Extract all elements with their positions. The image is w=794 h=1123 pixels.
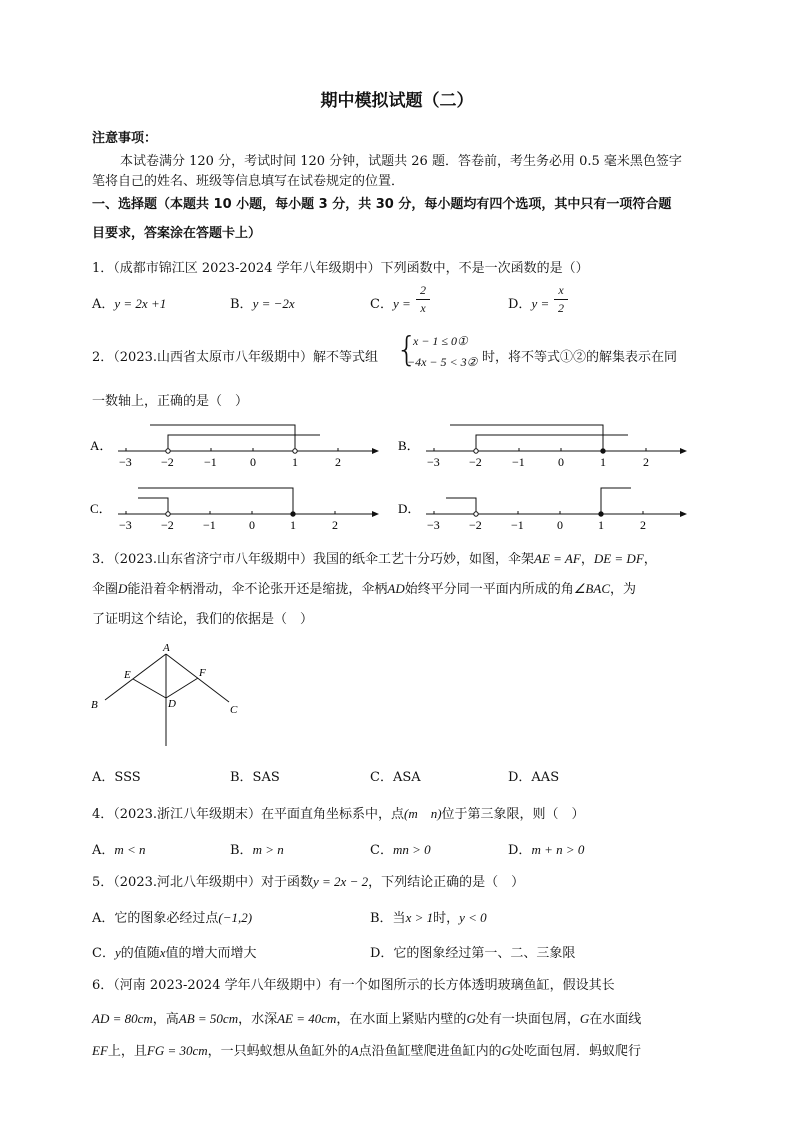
option-expression: mn > 0	[392, 842, 431, 857]
q3-text: 伞圈	[92, 582, 119, 597]
q6-fg: FG = 30cm	[146, 1043, 208, 1058]
q1-c-numerator: 2	[420, 283, 426, 297]
q6-text: ，水深	[238, 1012, 278, 1027]
tick-label: −3	[119, 518, 132, 532]
q1-d-fraction-bar	[554, 299, 568, 300]
q5-b-text: 时，	[433, 911, 460, 926]
q1-b-expression: y = −2x	[252, 296, 295, 311]
q1-option-b	[230, 293, 295, 312]
q1-d-numerator: x	[558, 283, 564, 297]
q5-option-c	[92, 942, 257, 961]
q3-text: 3．（2023.山东省济宁市八年级期中）我国的纸伞工艺十分巧妙，如图，伞架	[92, 552, 534, 567]
q1-c-lhs: y =	[392, 296, 411, 311]
option-label: A．	[90, 438, 113, 453]
q4-point: (m n)	[404, 806, 442, 821]
q3-umbrella-figure	[88, 640, 248, 750]
option-label: A．	[92, 843, 115, 858]
segment-fd	[166, 678, 198, 698]
q6-ef: EF	[92, 1043, 108, 1058]
q3-option-b: B．SAS	[230, 770, 280, 785]
tick-label: 1	[290, 518, 296, 532]
q5-c-text: C．	[92, 946, 115, 961]
q6-text: 上，且	[107, 1044, 147, 1059]
q6-var-g: G	[579, 1011, 590, 1026]
q1-d-lhs: y =	[531, 296, 550, 311]
notice-line-2: 笔将自己的姓名、班级等信息填写在试卷规定的位置．	[92, 174, 405, 189]
q3-condition-1: AE = AF	[534, 551, 581, 566]
q4-stem	[92, 803, 585, 822]
option-label: B．	[398, 438, 420, 453]
q6-text: ，在水面上紧贴内壁的	[336, 1012, 467, 1027]
q5-c-var-y: y	[114, 945, 121, 960]
q6-var-g: G	[501, 1043, 512, 1058]
q5-function: y = 2x − 2	[313, 874, 369, 889]
q4-option-d	[508, 839, 584, 858]
tick-label: −2	[161, 455, 174, 469]
q3-var-ad: AD	[387, 581, 405, 596]
option-label: D．	[398, 501, 421, 516]
section-heading-line-2: 目要求，答案涂在答题卡上）	[92, 226, 262, 241]
q2-option-b-number-line	[398, 418, 688, 470]
label-c: C	[230, 704, 238, 716]
q6-line-3	[92, 1040, 641, 1059]
tick-label: −1	[511, 518, 524, 532]
option-label: C．	[90, 501, 112, 516]
q6-text: 在水面线	[589, 1012, 642, 1027]
q2-stem-pre: 2．（2023.山西省太原市八年级期中）解不等式组	[92, 350, 378, 365]
option-label: C．	[370, 297, 393, 312]
q5-b-result: y < 0	[459, 910, 487, 925]
q6-ab: AB = 50cm	[178, 1011, 239, 1026]
notice-line-1: 本试卷满分 120 分，考试时间 120 分钟，试题共 26 题．答卷前，考生务必用 0.5 毫米黑色签字	[120, 154, 682, 169]
tick-label: 0	[250, 455, 256, 469]
q5-b-condition: x > 1	[405, 910, 434, 925]
q4-option-b	[230, 839, 284, 858]
q3-angle: ∠BAC	[573, 581, 610, 596]
tick-label: 2	[640, 518, 646, 532]
q1-stem: 1．（成都市锦江区 2023-2024 学年八年级期中）下列函数中，不是一次函数的是（）	[92, 261, 589, 276]
q2-stem-line-2: 一数轴上，正确的是（ ）	[92, 394, 249, 409]
q5-option-b	[370, 907, 487, 926]
tick-label: −2	[161, 518, 174, 532]
q4-text: 4．（2023.浙江八年级期末）在平面直角坐标系中，点	[92, 807, 404, 822]
tick-label: 1	[598, 518, 604, 532]
q6-line-1: 6．（河南 2023-2024 学年八年级期中）有一个如图所示的长方体透明玻璃鱼缸，假设其长	[92, 978, 615, 993]
q6-ae: AE = 40cm	[277, 1011, 337, 1026]
q3-var-d: D	[118, 581, 128, 596]
option-expression: m < n	[114, 842, 146, 857]
option-expression: m > n	[252, 842, 284, 857]
q4-option-a	[92, 839, 146, 858]
q4-text: 位于第三象限，则（ ）	[441, 807, 585, 822]
q2-option-c-number-line	[90, 482, 380, 534]
section-heading-line-1: 一、选择题（本题共 10 小题，每小题 3 分，共 30 分，每小题均有四个选项，其中只有一项符合题	[92, 197, 672, 212]
q1-option-a	[92, 293, 166, 312]
tick-label: −3	[119, 455, 132, 469]
tick-label: 2	[643, 455, 649, 469]
tick-label: −2	[469, 455, 482, 469]
q1-c-fraction-bar	[416, 299, 430, 300]
q5-c-text: 值的增大而增大	[165, 946, 257, 961]
q3-line-3: 了证明这个结论，我们的依据是（ ）	[92, 612, 314, 627]
q2-option-d-number-line	[398, 482, 688, 534]
q3-condition-2: DE = DF	[593, 551, 644, 566]
q2-option-a-number-line	[90, 418, 380, 470]
option-expression: m + n > 0	[531, 842, 585, 857]
page-title: 期中模拟试题（二）	[320, 91, 474, 111]
q6-var-a: A	[350, 1043, 359, 1058]
q5-a-point: (−1,2)	[218, 910, 253, 925]
label-a: A	[163, 642, 170, 654]
tick-label: 0	[249, 518, 255, 532]
q1-c-denominator: x	[420, 301, 426, 315]
q5-b-text: B．当	[370, 911, 406, 926]
tick-label: 1	[292, 455, 298, 469]
q6-text: ，高	[152, 1012, 179, 1027]
tick-label: 0	[558, 455, 564, 469]
tick-label: 2	[335, 455, 341, 469]
q3-option-a: A．SSS	[92, 770, 141, 785]
label-d: D	[168, 698, 176, 710]
q2-stem-post: 时，将不等式①②的解集表示在同	[482, 350, 678, 365]
q6-text: ，一只蚂蚁想从鱼缸外的	[207, 1044, 351, 1059]
tick-label: 2	[332, 518, 338, 532]
option-label: A．	[92, 297, 115, 312]
q6-line-2	[92, 1008, 641, 1027]
q5-c-var-x: x	[159, 945, 166, 960]
q5-option-a	[92, 907, 252, 926]
q6-var-g: G	[466, 1011, 476, 1026]
q2-inequality-2: −4x − 5 < 3②	[407, 355, 478, 369]
option-label: B．	[230, 297, 253, 312]
tick-label: −2	[469, 518, 482, 532]
q5-text: ，下列结论正确的是（ ）	[368, 875, 525, 890]
q3-option-d: D．AAS	[508, 770, 560, 785]
tick-label: −1	[203, 518, 216, 532]
label-f: F	[199, 667, 206, 679]
tick-label: −3	[427, 455, 440, 469]
q3-text: 始终平分同一平面内所成的角	[404, 582, 574, 597]
q5-stem	[92, 871, 524, 890]
option-label: B．	[230, 843, 253, 858]
q1-option-d	[508, 293, 549, 312]
q1-option-c	[370, 293, 411, 312]
tick-label: −1	[204, 455, 217, 469]
tick-label: −3	[427, 518, 440, 532]
notice-heading: 注意事项：	[92, 131, 158, 146]
q3-tail: ，	[643, 552, 657, 567]
q6-text: 处有一块面包屑，	[475, 1012, 580, 1027]
q1-a-expression: y = 2x +1	[114, 296, 167, 311]
q6-text: 处吃面包屑．蚂蚁爬行	[511, 1044, 642, 1059]
segment-ed	[133, 679, 166, 698]
label-e: E	[124, 669, 131, 681]
q5-option-d: D．它的图象经过第一、二、三象限	[370, 946, 576, 961]
q3-separator: ，	[580, 552, 594, 567]
tick-label: 0	[557, 518, 563, 532]
q2-inequality-1: x − 1 ≤ 0①	[413, 334, 468, 348]
label-b: B	[91, 699, 98, 711]
q3-option-c: C．ASA	[370, 770, 421, 785]
option-label: D．	[508, 843, 532, 858]
q3-text: 能沿着伞柄滑动，伞不论张开还是缩拢，伞柄	[127, 582, 388, 597]
q1-d-denominator: 2	[558, 301, 564, 315]
option-label: C．	[370, 843, 393, 858]
q5-c-text: 的值随	[120, 946, 160, 961]
q2-brace: {	[396, 330, 418, 370]
q5-text: 5．（2023.河北八年级期中）对于函数	[92, 875, 313, 890]
q4-option-c	[370, 839, 431, 858]
q3-line-2	[92, 578, 636, 597]
q3-text: ，为	[610, 582, 637, 597]
q6-ad: AD = 80cm	[92, 1011, 153, 1026]
option-label: D．	[508, 297, 532, 312]
q5-a-text: A．它的图象必经过点	[92, 911, 219, 926]
tick-label: −1	[512, 455, 525, 469]
q3-line-1	[92, 548, 657, 567]
q6-text: 点沿鱼缸壁爬进鱼缸内的	[358, 1044, 502, 1059]
tick-label: 1	[600, 455, 606, 469]
